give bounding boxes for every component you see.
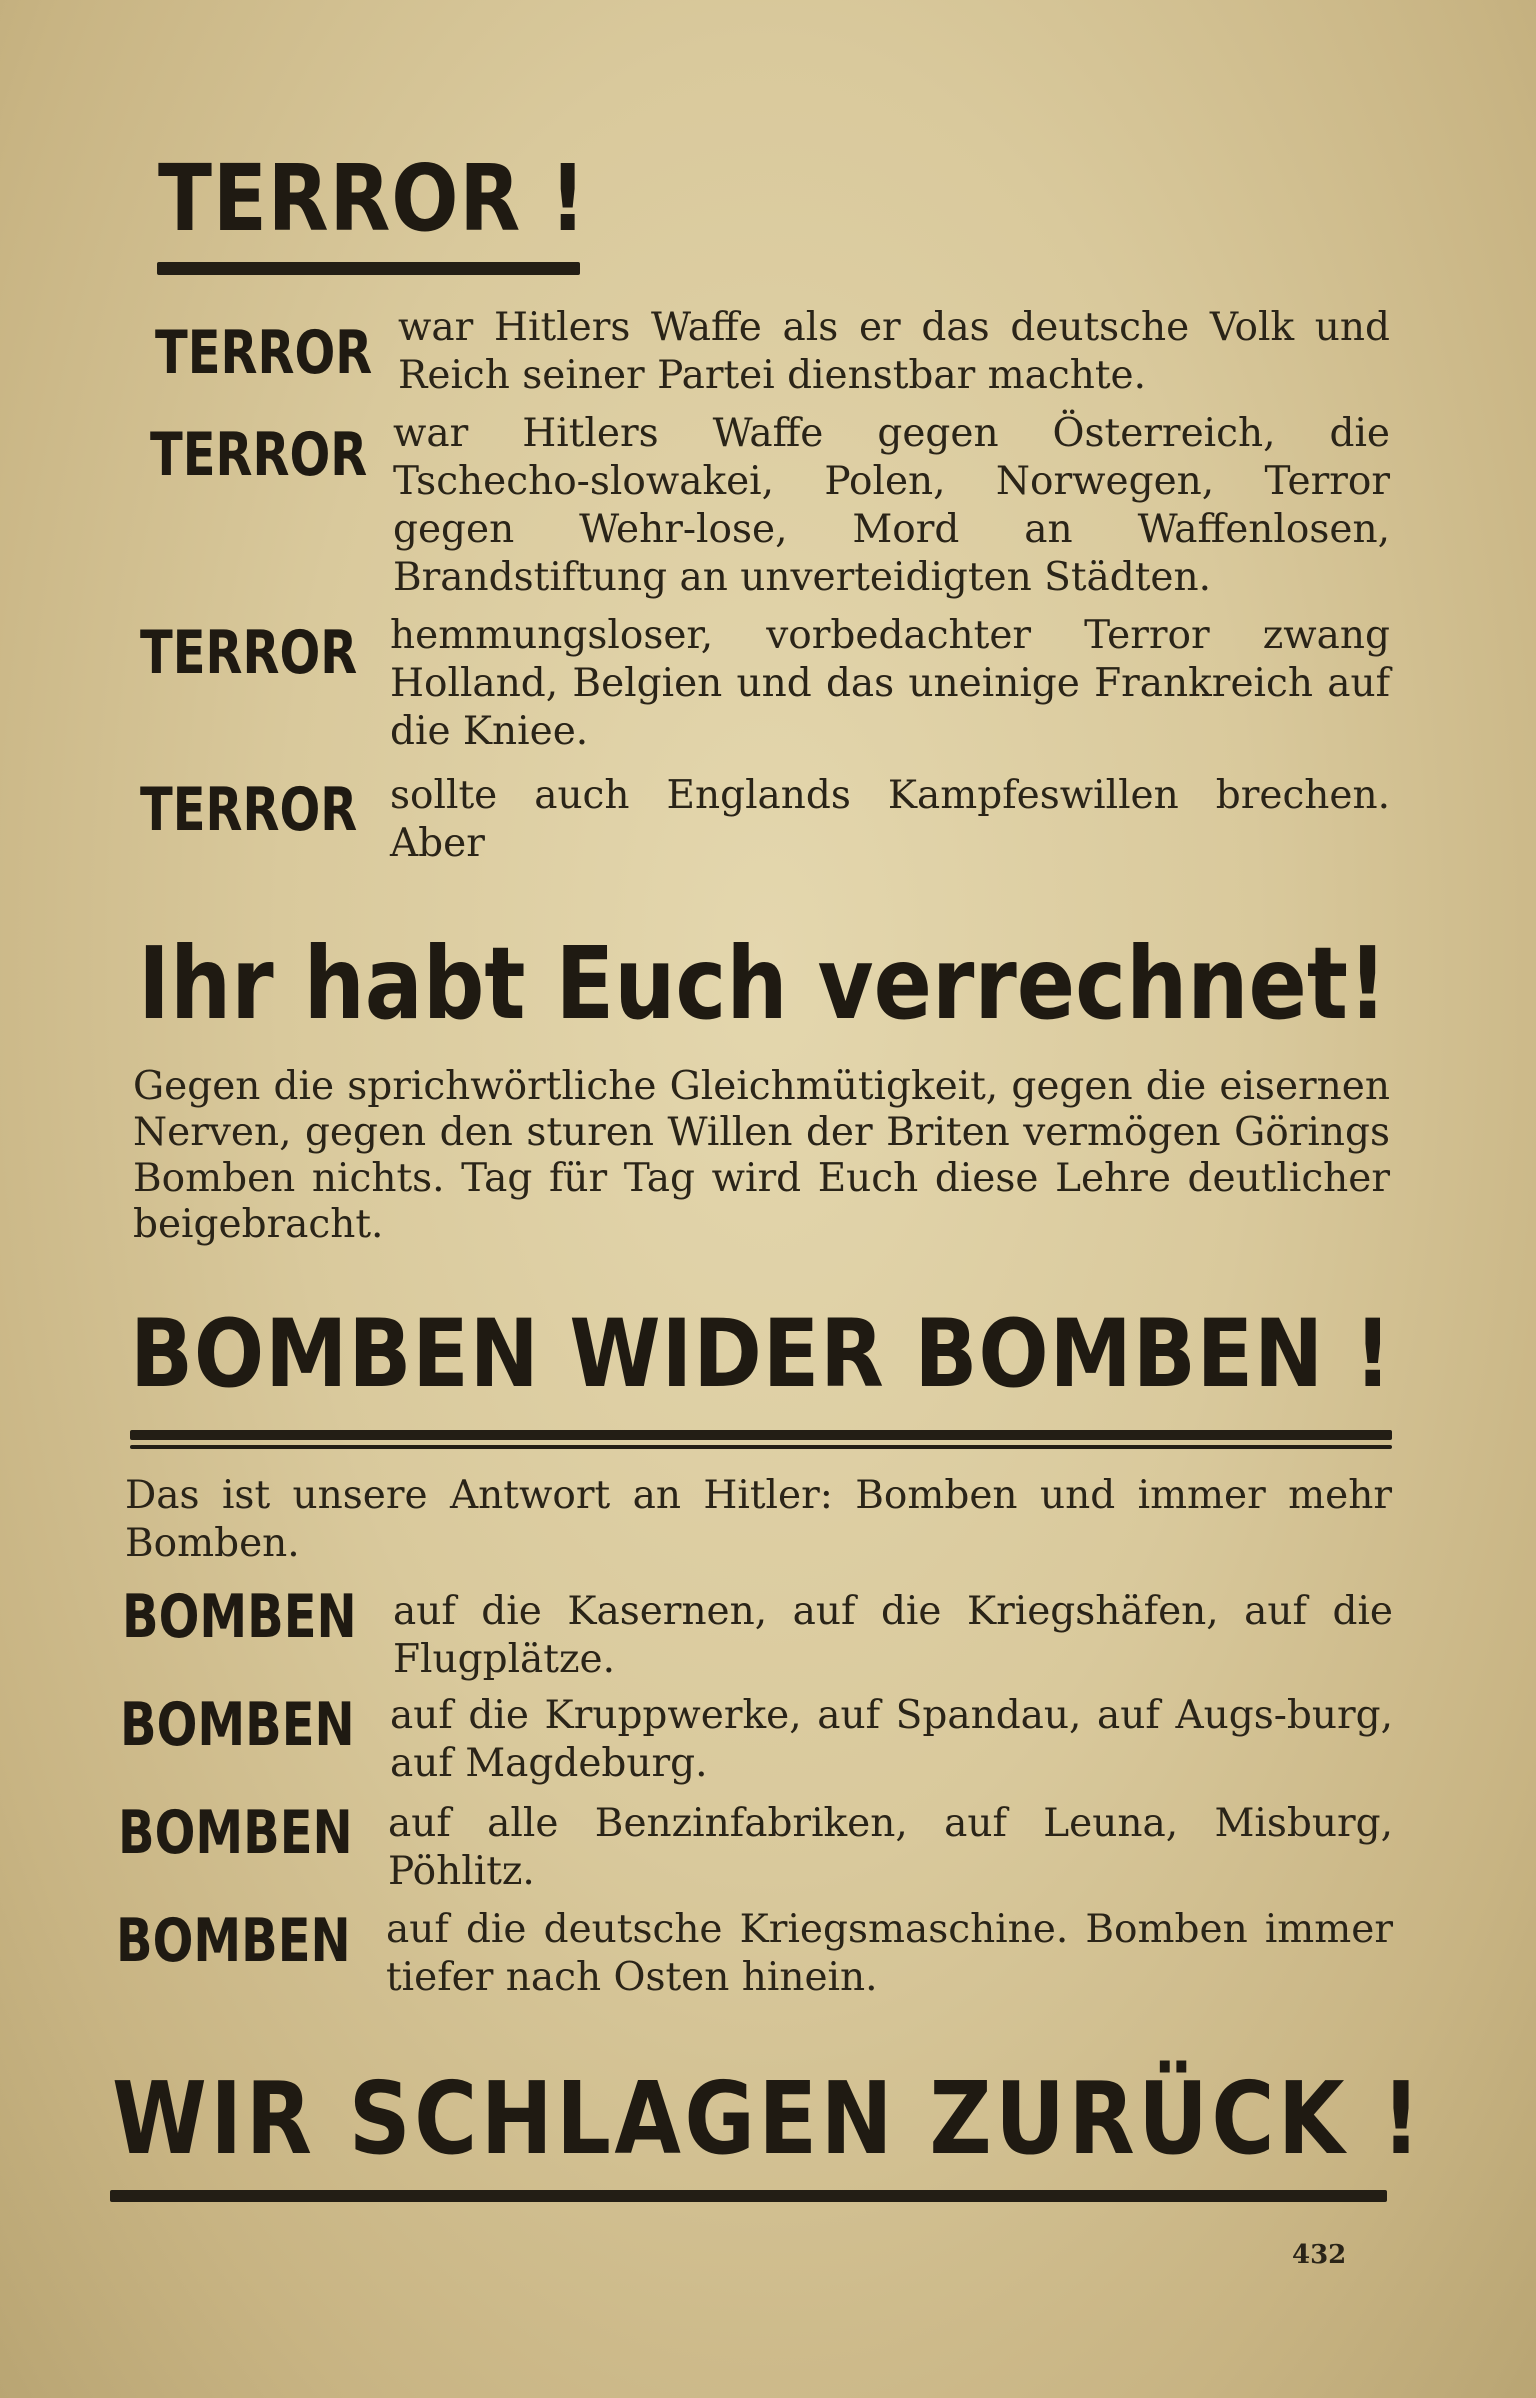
subheadline: Ihr habt Euch verrechnet!: [138, 925, 1388, 1042]
terror-label: TERROR: [155, 318, 373, 388]
bombs-headline-underline: [130, 1430, 1392, 1440]
final-headline-underline: [110, 2190, 1387, 2202]
bomben-text: auf die Kruppwerke, auf Spandau, auf Augs-burg, auf Magdeburg.: [390, 1693, 1393, 1786]
terror-label: TERROR: [140, 775, 358, 845]
bombs-intro-text: Das ist unsere Antwort an Hitler: Bomben und immer mehr Bomben.: [125, 1473, 1392, 1566]
terror-text: war Hitlers Waffe als er das deutsche Volk und Reich seiner Partei dienstbar machte.: [398, 305, 1390, 398]
bomben-text: auf die deutsche Kriegsmaschine. Bomben immer tiefer nach Osten hinein.: [386, 1907, 1393, 2000]
page-number: 432: [1292, 2240, 1347, 2270]
terror-label: TERROR: [140, 618, 358, 688]
bomben-text: auf die Kasernen, auf die Kriegshäfen, auf die Flugplätze.: [393, 1589, 1393, 1682]
bomben-label: BOMBEN: [120, 1690, 355, 1760]
bomben-label: BOMBEN: [116, 1906, 351, 1976]
terror-text: war Hitlers Waffe gegen Österreich, die Tschecho-slowakei, Polen, Norwegen, Terror gegen Wehr-lose, Mord an Waffenlosen, Brandstiftung an unverteidigten Städten.: [393, 411, 1390, 600]
bombs-headline: BOMBEN WIDER BOMBEN !: [130, 1300, 1393, 1409]
terror-label: TERROR: [150, 420, 368, 490]
terror-text: sollte auch Englands Kampfeswillen brechen. Aber: [390, 773, 1390, 866]
bomben-label: BOMBEN: [118, 1798, 353, 1868]
bomben-label: BOMBEN: [122, 1582, 357, 1652]
terror-text: hemmungsloser, vorbedachter Terror zwang Holland, Belgien und das uneinige Frankreich auf die Kniee.: [390, 613, 1390, 754]
final-headline: WIR SCHLAGEN ZURÜCK !: [112, 2060, 1425, 2177]
bombs-headline-underline-thin: [130, 1445, 1392, 1449]
main-headline: TERROR !: [158, 145, 587, 252]
bomben-text: auf alle Benzinfabriken, auf Leuna, Misburg, Pöhlitz.: [388, 1801, 1393, 1894]
paragraph-text: Gegen die sprichwörtliche Gleichmütigkeit, gegen die eisernen Nerven, gegen den sturen Willen der Briten vermögen Görings Bomben nichts. Tag für Tag wird Euch diese Lehre deutlicher beigebracht.: [133, 1064, 1390, 1247]
headline-underline: [157, 262, 580, 275]
